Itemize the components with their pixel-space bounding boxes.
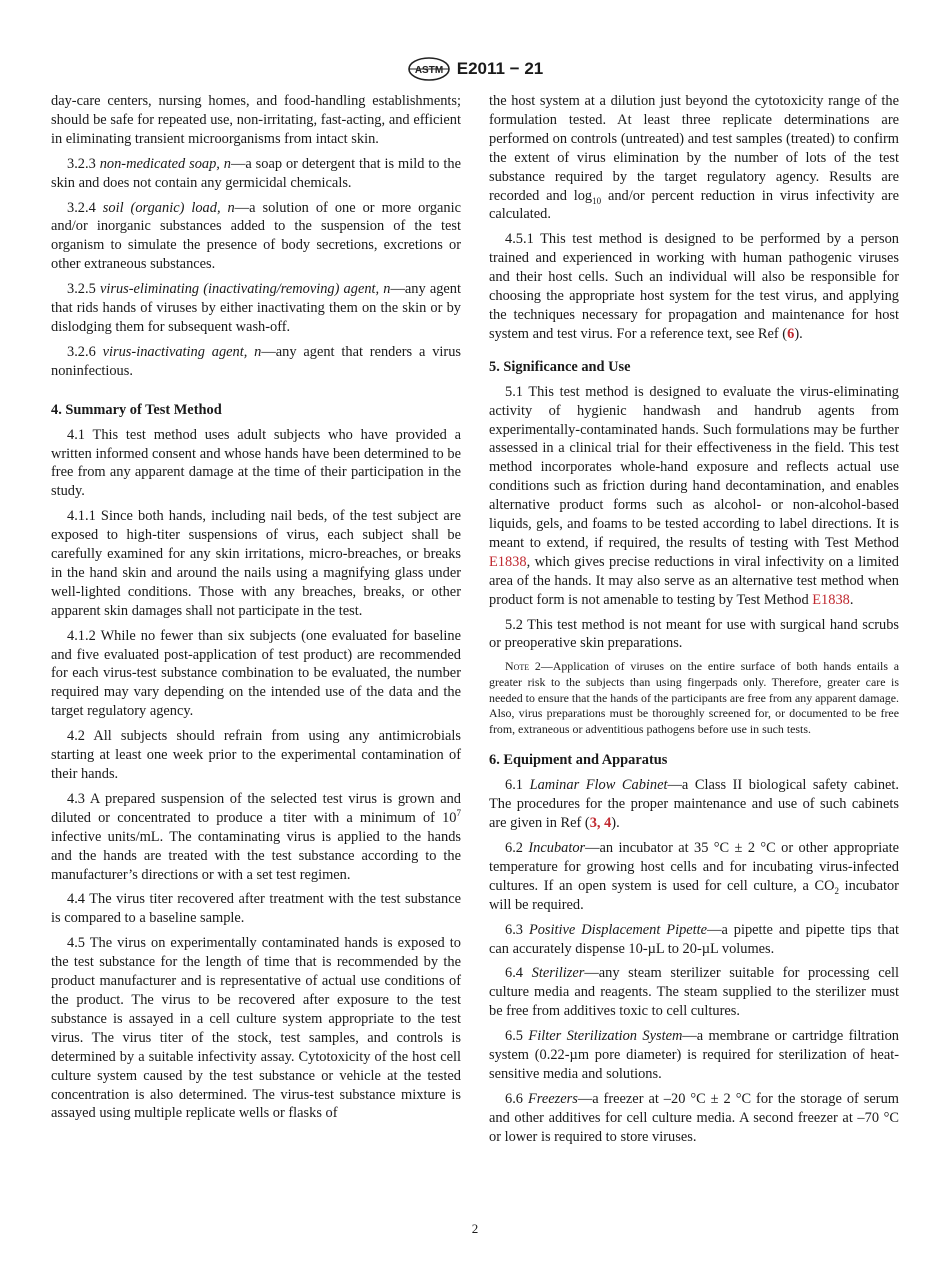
standard-designation: E2011 − 21: [456, 59, 544, 78]
paragraph-4-1: 4.1 This test method uses adult subjects who have provided a written informed consent and whose hands have been determined to be free from any apparent damage at the time of their participation in the study.: [51, 426, 461, 500]
astm-logo-icon: [407, 57, 451, 81]
page-number: 2: [471, 1221, 479, 1236]
reference-link[interactable]: 6: [787, 325, 795, 342]
paragraph-continuation: day-care centers, nursing homes, and food-handling establishments; should be safe for repeated use, non-irritating, fast-acting, and efficient in eliminating transient microorganisms from intact skin.: [51, 93, 461, 147]
right-column: [489, 92, 899, 1153]
page-header: [0, 56, 950, 82]
definition-3-2-6: 3.2.6 virus-inactivating agent, n—any agent that renders a virus noninfectious.: [51, 343, 461, 379]
left-column: [51, 92, 461, 1129]
paragraph-6-3: 6.3 Positive Displacement Pipette—a pipette and pipette tips that can accurately dispense 10-µL to 20-µL volumes.: [489, 921, 899, 957]
svg-text:ASTM: ASTM: [414, 65, 443, 76]
paragraph-6-2: 6.2 Incubator—an incubator at 35 °C ± 2 °C or other appropriate temperature for growing host cells and for incubating virus-infected cultures. If an open system is used for cell culture, a $CO_2$ incubator will be required.: [489, 839, 899, 913]
note-2: Note 2—Application of viruses on the entire surface of both hands entails a greater risk to the subjects than using fingerpads only. Therefore, greater care is needed to ensure that the hands of the participants are free from any apparent damage. Also, virus preparations must be thoroughly screened for, or documented to be free from, extraneous or adventitious pathogens before use in such tests.: [489, 659, 899, 736]
paragraph-4-3: 4.3 A prepared suspension of the selected test virus is grown and diluted or concentrated to produce a titer with a minimum of $10^7$ infective units/mL. The contaminating virus is applied to the hands and the hands are treated with the test substance according to the manufacturer’s directions or with a set test regimen.: [51, 790, 461, 883]
section-6-heading: 6. Equipment and Apparatus: [489, 752, 668, 769]
definition-3-2-4: 3.2.4 soil (organic) load, n—a solution of one or more organic and/or inorganic substances added to the suspension of the test organism to simulate the presence of body secretions, excretions or other extraneous substances.: [51, 199, 462, 273]
paragraph-6-5: 6.5 Filter Sterilization System—a membrane or cartridge filtration system (0.22-µm pore diameter) is required for sterilization of heat-sensitive media and solutions.: [489, 1028, 899, 1082]
section-4-heading: 4. Summary of Test Method: [51, 401, 222, 418]
standard-link-e1838[interactable]: E1838: [812, 591, 850, 608]
paragraph-4-5: 4.5 The virus on experimentally contaminated hands is exposed to the test substance for the length of time that is recommended by the product manufacturer and is representative of actual use conditions of the product. The virus to be recovered after exposure to the test substance is assayed in a cell culture system appropriate to the test virus. The virus titer of the stock, test samples, and controls is determined by a suitable infectivity assay. Cytotoxicity of the host cell culture system caused by the test substance or vehicle at the tested concentration is also determined. The virus-test substance mixture is assayed using multiple replicate wells or flasks of: [51, 935, 461, 1122]
definition-3-2-5: 3.2.5 virus-eliminating (inactivating/removing) agent, n—any agent that rids hands of viruses by either inactivating them on the skin or by dislodging them for subsequent wash-off.: [51, 281, 461, 335]
paragraph-4-2: 4.2 All subjects should refrain from using any antimicrobials starting at least one week prior to the experimental contamination of their hands.: [51, 728, 461, 782]
paragraph-6-4: 6.4 Sterilizer—any steam sterilizer suitable for processing cell culture media and reagents. The steam supplied to the sterilizer must be free from additives toxic to cell cultures.: [489, 965, 899, 1020]
paragraph-6-6: 6.6 Freezers—a freezer at –20 °C ± 2 °C for the storage of serum and other additives for cell culture media. A second freezer at –70 °C or lower is required to store viruses.: [489, 1090, 899, 1145]
paragraph-4-1-2: 4.1.2 While no fewer than six subjects (one evaluated for baseline and five evaluated post-application of test product) are recommended for each virus-test substance combination to be evaluated, the number required may vary depending on the intended use of the data and the target regulatory agency.: [51, 627, 461, 720]
paragraph-6-1: 6.1 Laminar Flow Cabinet—a Class II biological safety cabinet. The procedures for the proper maintenance and use of such cabinets are given in Ref (3, 4).: [489, 777, 900, 832]
paragraph-4-1-1: 4.1.1 Since both hands, including nail beds, of the test subject are exposed to high-titer suspensions of virus, each subject shall be carefully examined for any skin irritations, micro-breaches, or breaks in the hand skin and around the nails using a magnifying glass under well-lighted conditions. Those with any breaches, breaks, or other apparent skin damages shall not participate in the test.: [51, 508, 461, 619]
paragraph-4-5-continuation: the host system at a dilution just beyond the cytotoxicity range of the formulation tested. At least three replicate determinations are performed on controls (untreated) and test samples (treated) to confirm the extent of virus elimination by the number of lots of the test substance required by the target regulatory agency. Results are recorded and $\log_{10} and/or$ percent reduction in virus infectivity are calculated.: [489, 93, 899, 223]
paragraph-5-1: 5.1 This test method is designed to evaluate the virus-eliminating activity of hygienic handwash and handrub agents from experimentally-contaminated hands. Such formulations may be further assessed in a clinical trial for their effectiveness in the field. This test method incorporates whole-hand exposure and reflects actual use conditions such as friction during hand decontamination, and enables alternative product forms such as alcohol- or non-alcohol-based liquids, gels, and foams to be tested according to label directions. It is meant to extend, if required, the results of testing with Test Method E1838, which gives precise reductions in viral infectivity on a limited area of the hands. It may also serve as an alternative test method when product form is not amenable to testing by Test Method E1838.: [489, 383, 899, 608]
standard-link-e1838[interactable]: E1838: [489, 553, 527, 570]
section-5-heading: 5. Significance and Use: [489, 358, 631, 375]
definition-3-2-3: 3.2.3 non-medicated soap, n—a soap or detergent that is mild to the skin and does not contain any germicidal chemicals.: [51, 155, 461, 191]
paragraph-5-2: 5.2 This test method is not meant for use with surgical hand scrubs or preoperative skin preparations.: [489, 616, 899, 652]
reference-link[interactable]: 3, 4: [589, 815, 612, 832]
paragraph-4-4: 4.4 The virus titer recovered after treatment with the test substance is compared to a baseline sample.: [51, 891, 461, 927]
paragraph-4-5-1: 4.5.1 This test method is designed to be performed by a person trained and experienced in working with human pathogenic viruses and their host cells. Such an individual will also be responsible for choosing the appropriate host system for the test virus, and applying the techniques necessary for propagation and maintenance for host system and test virus. For a reference text, see Ref (6).: [489, 231, 899, 342]
